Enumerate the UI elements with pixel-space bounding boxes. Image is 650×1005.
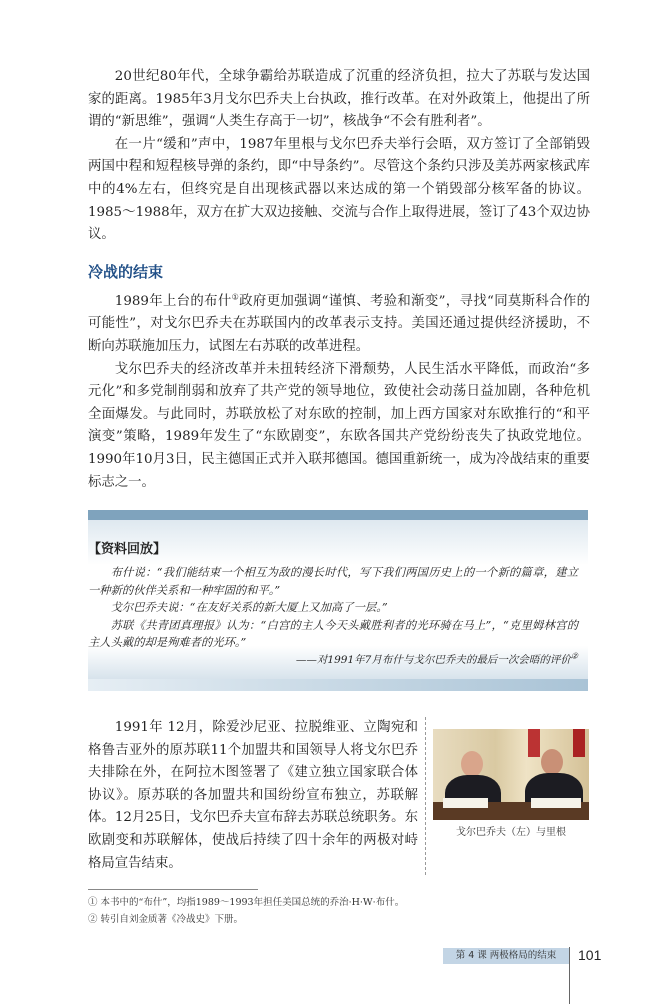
page-footer [443,928,602,1005]
text: 政府更加强调“谨慎、考验和渐变”，寻找“同莫斯科合作的可能性”，对戈尔巴乔夫在苏联国内的改革表示支持。美国还通过提供经济援助，不断向苏联施加压力，试图左右苏联的改革进程。 [88,293,590,354]
quote: 布什说：“我们能结束一个相互为敌的漫长时代，写下我们两国历史上的一个新的篇章，建立一种新的伙伴关系和一种牢固的和平。” [88,566,578,597]
material-box-title: 【资料回放】 [88,542,167,558]
person-head [541,749,563,775]
text: 1989年上台的布什 [114,293,232,309]
material-box [88,510,588,691]
footer-divider [569,947,570,1004]
section-heading: 冷战的结束 [88,262,164,281]
footnote: ① 本书中的“布什”，均指1989～1993年担任美国总统的乔治·H·W·布什。 [88,897,405,909]
person-head [461,751,483,777]
photo-caption: 戈尔巴乔夫（左）与里根 [456,827,566,839]
dashed-divider [425,717,426,875]
page-number: 101 [578,947,602,964]
footnote: ② 转引自刘金质著《冷战史》下册。 [88,914,244,926]
footnote-mark[interactable]: ② [570,651,578,661]
source-text: ——对1991年7月布什与戈尔巴乔夫的最后一次会晤的评价 [295,653,571,666]
flag [528,729,540,757]
box-top-bar [88,510,588,520]
quote: 苏联《共青团真理报》认为：“白宫的主人今天头戴胜利者的光环骑在马上”，“克里姆林宫的主人头戴的却是殉难者的光环。” [88,618,578,650]
paragraph [88,291,590,359]
box-bottom-bar [88,679,588,691]
section-paragraphs [88,291,590,494]
paragraph: 20世纪80年代，全球争霸给苏联造成了沉重的经济负担，拉大了苏联与发达国家的距离。1985年3月戈尔巴乔夫上台执政，推行改革。在对外政策上，他提出了所谓的“新思维”，强调“人类生存高于一切”，核战争“不会有胜利者”。 [88,69,590,130]
paragraph: 在一片“缓和”声中，1987年里根与戈尔巴乔夫举行会晤，双方签订了全部销毁两国中程和短程核导弹的条约，即“中导条约”。尽管这个条约只涉及美苏两家核武库中的4%左右，但终究是自出现核武器以来达成的第一个销毁部分核军备的协议。1985～1988年，双方在扩大双边接触、交流与合作上取得进展，签订了43个双边协议。 [88,136,590,243]
final-section [88,717,590,875]
quote-source [88,652,578,670]
document [531,798,581,808]
document [443,798,488,808]
paragraph: 戈尔巴乔夫的经济改革并未扭转经济下滑颓势，人民生活水平降低，而政治“多元化”和多党制削弱和放弃了共产党的领导地位，致使社会动荡日益加剧，各种危机全面爆发。与此同时，苏联放松了对东欧的控制，加上西方国家对东欧推行的“和平演变”策略，1989年发生了“东欧剧变”，东欧各国共产党纷纷丧失了执政党地位。1990年10月3日，民主德国正式并入联邦德国。德国重新统一，成为冷战结束的重要标志之一。 [88,361,590,490]
photo-gorbachev-reagan [433,729,589,820]
flag [573,729,585,757]
chapter-label: 第 4 课 两极格局的结束 [443,948,569,964]
footnotes [88,894,590,928]
intro-paragraphs [88,66,590,247]
material-quotes [88,564,578,669]
footnote-mark[interactable]: ① [231,292,240,302]
final-paragraph [88,717,418,875]
quote: 戈尔巴乔夫说：“在友好关系的新大厦上又加高了一层。” [110,601,388,615]
footnote-divider [88,889,258,890]
paragraph: 1991年 12月，除爱沙尼亚、拉脱维亚、立陶宛和格鲁吉亚外的原苏联11个加盟共和国领导人将戈尔巴乔夫排除在外，在阿拉木图签署了《建立独立国家联合体协议》。原苏联的各加盟共和国纷纷宣布独立，苏联解体。12月25日，戈尔巴乔夫宣布辞去苏联总统职务。东欧剧变和苏联解体，使战后持续了四十余年的两极对峙格局宣告结束。 [88,720,418,871]
photo-figure [433,717,589,840]
